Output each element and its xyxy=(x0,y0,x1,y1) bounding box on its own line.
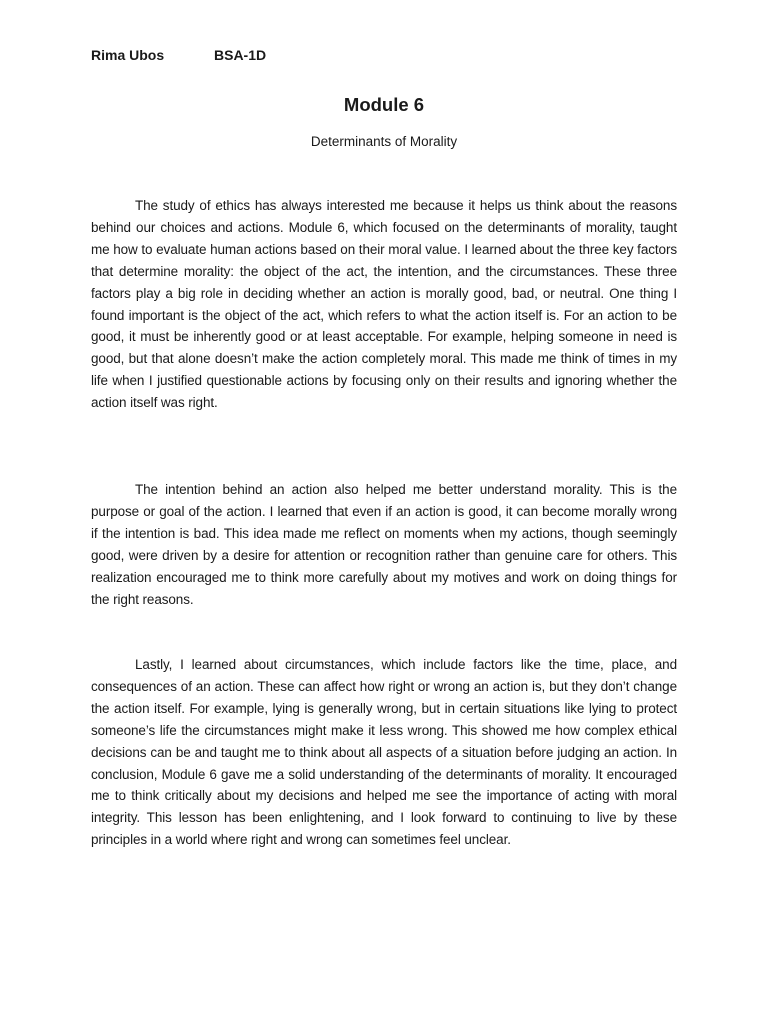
paragraph-object-of-act: The study of ethics has always interested me because it helps us think about the reasons behind our choices and actions. Module 6, which focused on the determinants of morality, taught me how to evaluate human actions based on their moral value. I learned about the three key factors that determine morality: the object of the act, the intention, and the circumstances. These three factors play a big role in deciding whether an action is morally good, bad, or neutral. One thing I found important is the object of the act, which refers to what the action itself is. For an action to be good, it must be inherently good or at least acceptable. For example, helping someone in need is good, but that alone doesn’t make the action completely moral. This made me think of times in my life when I justified questionable actions by focusing only on their results and ignoring whether the action itself was right. xyxy=(91,198,677,411)
document-header xyxy=(91,45,266,65)
document-subtitle: Determinants of Morality xyxy=(310,134,458,149)
paragraph-circumstances: Lastly, I learned about circumstances, which include factors like the time, place, and consequences of an action. These can affect how right or wrong an action is, but they don’t change the action itself. For example, lying is generally wrong, but in certain situations like lying to protect someone’s life the circumstances might make it less wrong. This showed me how complex ethical decisions can be and taught me to think about all aspects of a situation before judging an action. In conclusion, Module 6 gave me a solid understanding of the determinants of morality. It encouraged me to think critically about my decisions and helped me see the importance of acting with moral integrity. This lesson has been enlightening, and I look forward to continuing to live by these principles in a world where right and wrong can sometimes feel unclear. xyxy=(91,657,677,848)
document-title: Module 6 xyxy=(343,94,425,115)
class-section: BSA-1D xyxy=(214,47,267,63)
paragraph-intention: The intention behind an action also helped me better understand morality. This is the purpose or goal of the action. I learned that even if an action is good, it can become morally wrong if the intention is bad. This idea made me reflect on moments when my actions, though seemingly good, were driven by a desire for attention or recognition rather than genuine care for others. This realization encouraged me to think more carefully about my motives and work on doing things for the right reasons. xyxy=(91,482,677,607)
author-name: Rima Ubos xyxy=(91,47,165,63)
